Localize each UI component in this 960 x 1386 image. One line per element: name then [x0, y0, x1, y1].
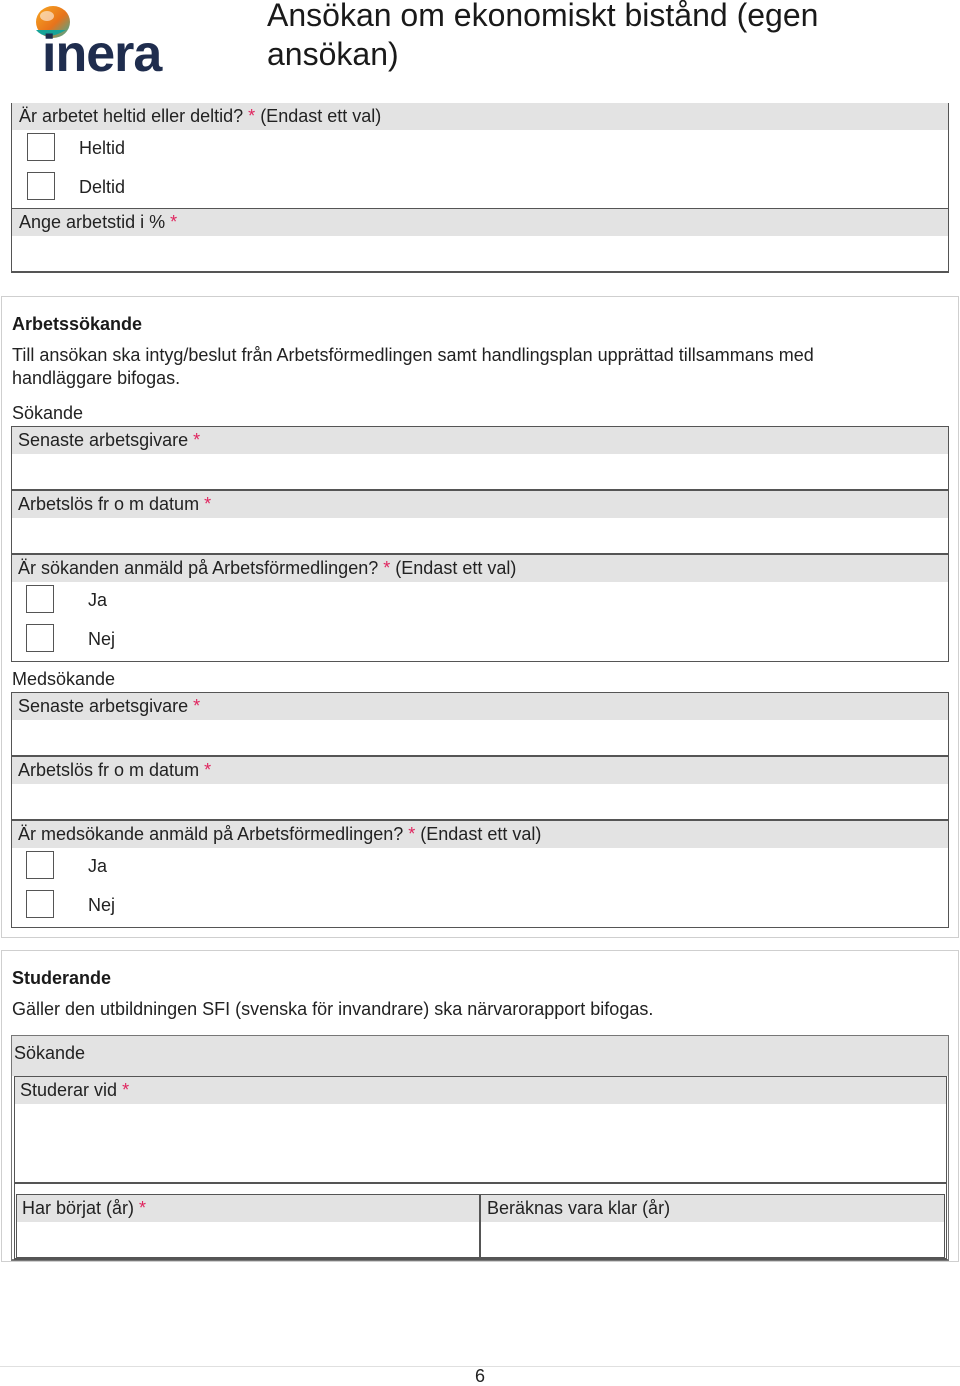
applicant-registered-question	[18, 558, 516, 579]
started-label-text: Har börjat (år)	[22, 1198, 135, 1218]
coapplicant-employer-input[interactable]	[13, 720, 947, 755]
required-mark: *	[193, 430, 201, 450]
required-mark: *	[139, 1198, 147, 1218]
option-deltid-label: Deltid	[79, 177, 126, 197]
applicant-employer-label-text: Senaste arbetsgivare	[18, 430, 189, 450]
checkbox-applicant-ja[interactable]	[26, 585, 54, 613]
coapplicant-date-input[interactable]	[13, 784, 947, 819]
required-mark: *	[204, 760, 212, 780]
checkbox-heltid[interactable]	[27, 133, 55, 161]
student-applicant-bar	[12, 1036, 948, 1076]
percent-label	[19, 212, 177, 233]
option-applicant-ja-label: Ja	[88, 590, 108, 610]
required-mark: *	[122, 1080, 130, 1100]
applicant-date-label-text: Arbetslös fr o m datum	[18, 494, 200, 514]
studies-at-label-text: Studerar vid	[20, 1080, 118, 1100]
applicant-date-label	[18, 494, 211, 515]
studies-at-input[interactable]	[16, 1104, 945, 1182]
worktime-question	[19, 106, 381, 127]
required-mark: *	[408, 824, 416, 844]
student-title: Studerande	[12, 968, 112, 988]
divider	[14, 1182, 947, 1184]
student-info: Gäller den utbildningen SFI (svenska för invandrare) ska närvarorapport bifogas.	[12, 999, 654, 1019]
worktime-question-text: Är arbetet heltid eller deltid?	[19, 106, 244, 126]
coapplicant-registered-question-text: Är medsökande anmäld på Arbetsförmedlingen?	[18, 824, 404, 844]
percent-label-text: Ange arbetstid i %	[19, 212, 166, 232]
applicant-employer-label	[18, 430, 200, 451]
checkbox-coapplicant-nej[interactable]	[26, 890, 54, 918]
checkbox-deltid[interactable]	[27, 172, 55, 200]
applicant-registered-hint: (Endast ett val)	[395, 558, 517, 578]
checkbox-coapplicant-ja[interactable]	[26, 851, 54, 879]
coapplicant-registered-hint: (Endast ett val)	[420, 824, 542, 844]
option-applicant-nej-label: Nej	[88, 629, 116, 649]
page-title: Ansökan om ekonomiskt bistånd (egen ansökan)	[267, 0, 819, 72]
worktime-hint: (Endast ett val)	[260, 106, 382, 126]
coapplicant-date-label-text: Arbetslös fr o m datum	[18, 760, 200, 780]
applicant-employer-input[interactable]	[13, 454, 947, 489]
applicant-heading: Sökande	[12, 403, 84, 423]
page-number: 6	[474, 1366, 485, 1386]
option-coapplicant-ja-label: Ja	[88, 856, 108, 876]
studies-at-bar	[15, 1077, 946, 1104]
finish-label: Beräknas vara klar (år)	[487, 1198, 671, 1218]
logo-wordmark: inera	[42, 25, 162, 83]
required-mark: *	[383, 558, 391, 578]
student-applicant-heading: Sökande	[14, 1043, 86, 1063]
percent-input[interactable]	[13, 236, 947, 271]
required-mark: *	[204, 494, 212, 514]
coapplicant-employer-label-text: Senaste arbetsgivare	[18, 696, 189, 716]
jobseeker-title: Arbetssökande	[12, 314, 143, 334]
required-mark: *	[248, 106, 256, 126]
applicant-date-input[interactable]	[13, 518, 947, 553]
coapplicant-heading: Medsökande	[12, 669, 116, 689]
coapplicant-date-label	[18, 760, 211, 781]
started-label	[22, 1198, 146, 1219]
checkbox-applicant-nej[interactable]	[26, 624, 54, 652]
jobseeker-info: Till ansökan ska intyg/beslut från Arbetsförmedlingen samt handlingsplan upprättad tillsammans med handläggare bifogas.	[12, 345, 814, 388]
coapplicant-employer-label	[18, 696, 200, 717]
coapplicant-registered-question	[18, 824, 541, 845]
studies-at-label	[20, 1080, 129, 1101]
required-mark: *	[193, 696, 201, 716]
option-heltid-label: Heltid	[79, 138, 126, 158]
inera-logo	[32, 2, 162, 83]
finish-input[interactable]	[481, 1222, 944, 1257]
applicant-registered-question-text: Är sökanden anmäld på Arbetsförmedlingen?	[18, 558, 379, 578]
started-input[interactable]	[17, 1222, 479, 1257]
required-mark: *	[170, 212, 178, 232]
option-coapplicant-nej-label: Nej	[88, 895, 116, 915]
